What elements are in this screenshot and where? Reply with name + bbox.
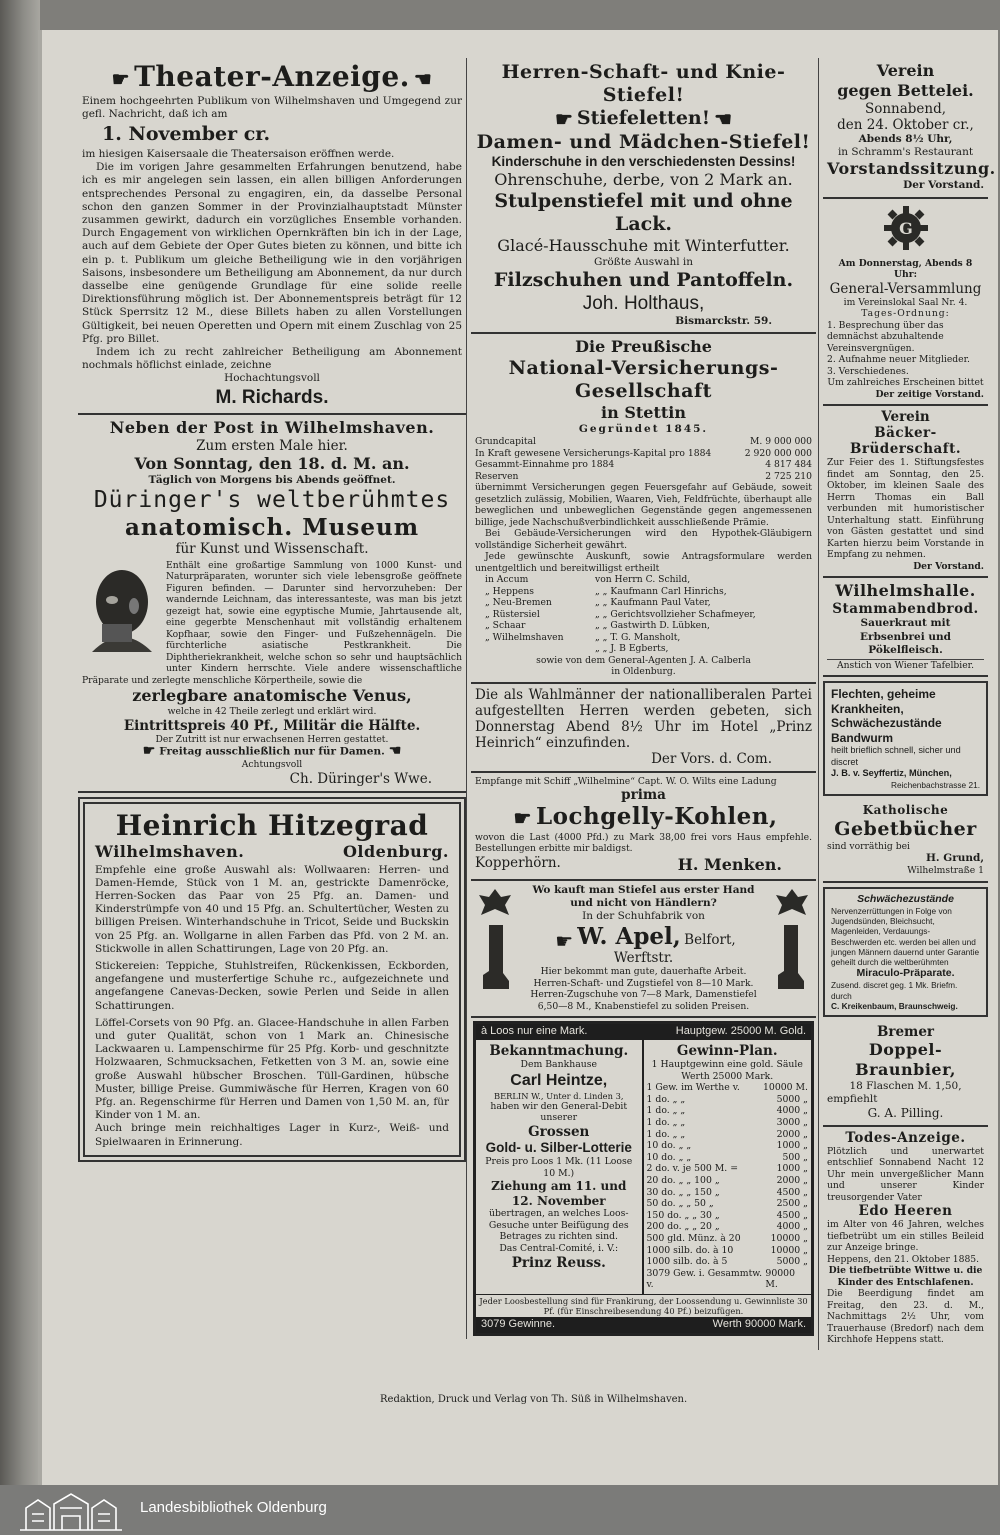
prize-row: 1 do. „ „ 4000 „ xyxy=(646,1105,808,1117)
agent-row: „ Rüstersiel „ „ Gerichtsvollzieher Schafmeyer, xyxy=(485,608,756,620)
lottery-head-right: Hauptgew. 25000 M. Gold. xyxy=(675,1025,806,1038)
prize-row: 1000 silb. do. à 10 10000 „ xyxy=(646,1244,808,1256)
apel-question: Wo kauft man Stiefel aus erster Hand und nicht von Händlern? xyxy=(532,883,755,909)
flechten-l2: Bandwurm xyxy=(831,730,894,745)
holthaus-ad xyxy=(471,58,816,334)
vers-body2: Bei Gebäude-Versicherungen wird den Hypothek-Gläubigern vollständige Sicherheit gewährt. xyxy=(475,528,812,551)
prize-row: 50 do. „ „ 50 „ 2500 „ xyxy=(646,1198,808,1210)
imprint-line: Redaktion, Druck und Verlag von Th. Süß in Wilhelmshaven. xyxy=(380,1394,688,1405)
prize-row: 1000 silb. do. à 5 5000 „ xyxy=(646,1256,808,1268)
lottery-bankname: Carl Heintze, xyxy=(510,1071,608,1089)
hitzegrad-body: Empfehle eine große Auswahl als: Wollwaaren: Herren- und Damen-Hemde, Stück von 1 M. an, gestrickte Damenröcke, Herren-Socken das Paar von 25 Pfg. an. Damen- und Kinderstrümpfe von 40 und 15 Pfg. an. Schultertücher, Westen zu billigen Preisen. Winterhandschuhe in Tricot, Seide und Buckskin von 25 Pfg. an. Wollgarne in allen Farben das Pfd. von 2 M. an. Stickwolle in allen Schattirungen, Lage von 20 Pfg. an. xyxy=(95,863,449,955)
theater-ad xyxy=(78,58,466,415)
gversamm-item: 1. Besprechung über das demnächst abzuhaltende Vereinsvergnügen. xyxy=(827,319,944,354)
vers-row: Gesammt-Einnahme pro 1884 4 817 484 xyxy=(475,459,812,471)
boot-left-icon xyxy=(481,925,511,991)
pointing-hand-icon: ☚ xyxy=(388,743,402,760)
gear-logo-icon xyxy=(884,206,928,250)
todes-name: Edo Heeren xyxy=(858,1203,953,1220)
gversamm-sign: Der zeitige Vorstand. xyxy=(875,388,984,400)
holthaus-l7: Glacé-Hausschuhe mit Winterfutter. xyxy=(497,235,790,255)
prize-row: 3079 Gew. i. Gesammtw. v. 90000 M. xyxy=(646,1267,795,1291)
prize-row: 10 do. „ „ 1000 „ xyxy=(646,1140,808,1152)
column-middle xyxy=(466,58,816,1339)
museum-title3: für Kunst und Wissenschaft. xyxy=(175,540,369,557)
pointing-hand-icon: ☛ xyxy=(142,743,156,760)
gebet-name: H. Grund, xyxy=(926,852,984,865)
prize-row: 1 do. „ „ 3000 „ xyxy=(646,1116,808,1128)
agent-row: in Accum von Herrn C. Schild, xyxy=(485,574,691,586)
lottery-ad xyxy=(473,1021,814,1335)
menken-l1: Empfange mit Schiff „Wilhelmine“ Capt. W. O. Wilts eine Ladung xyxy=(475,775,777,787)
vers-row: Grundcapital M. 9 000 000 xyxy=(475,436,812,448)
bettelei-l5: Vorstandssitzung. xyxy=(827,159,996,179)
lottery-head-left: à Loos nur eine Mark. xyxy=(481,1025,588,1038)
gversamm-l4: Um zahlreiches Erscheinen bittet xyxy=(827,377,984,389)
vers-city: in Oldenburg. xyxy=(611,666,676,678)
bettelei-l3: Abends 8½ Uhr, xyxy=(858,133,953,145)
lottery-foot-left: 3079 Gewinne. xyxy=(481,1318,555,1331)
holthaus-l3: Damen- und Mädchen-Stiefel! xyxy=(476,130,811,153)
prize-row: 2 do. v. je 500 M. = 1000 „ xyxy=(646,1163,808,1175)
theater-line2: im hiesigen Kaisersaale die Theatersaison eröffnen werde. xyxy=(82,147,395,160)
theater-body: Die im vorigen Jahre gesammelten Erfahrungen benutzend, habe ich es mir angelegen sein lassen, ein allen billigen Anforderungen entsprechendes Personal zu engagiren, ein, da dasselbe Personal schon den ganzen Sommer in der Provinzialhauptstadt Münster zusammen gewirkt, dadurch ein vorzügliches Ensemble vorhanden. Durch Engagement von wirklichen Opernkräften bin ich in der Lage, auch auf dem Gebiete der Oper Gutes bieten zu können, und bitte ich ein p. t. Publikum um gleiche Betheiligung wie in den vorjährigen Saisons, insbesondere um Betheiligung am Abonnement, da nur durch dasselbe eine genügende Grundlage für eine solide reelle Direktionsführung möglich ist. Der Abonnementspreis beträgt für 12 Stück Sperrsitz 12 M., diese Billets haben zu allen Vorstellungen Gültigkeit, bei neuen Operetten und Opern mit einem Zuschlag von 25 Pfg. pro Billet. xyxy=(82,161,462,345)
museum-regards: Achtungsvoll xyxy=(241,759,303,771)
lottery-bek: Bekanntmachung. xyxy=(489,1043,629,1060)
pointing-hand-icon: ☛ xyxy=(555,928,574,953)
prize-row: 1 do. „ „ 2000 „ xyxy=(646,1128,808,1140)
agent-row: „ Heppens „ „ Kaufmann Carl Hinrichs, xyxy=(485,585,727,597)
museum-ad xyxy=(78,415,466,793)
theater-intro: Einem hochgeehrten Publikum von Wilhelmshaven und Umgegend zur gefl. Nachricht, daß ich am xyxy=(82,94,462,120)
apel-name: W. Apel, xyxy=(577,923,681,951)
prize-row: 150 do. „ „ 30 „ 4500 „ xyxy=(646,1209,808,1221)
halle-t4: Anstich von Wiener Tafelbier. xyxy=(827,659,984,672)
schwaeche-title: Schwächezustände xyxy=(857,892,954,905)
theater-name: M. Richards. xyxy=(215,386,329,408)
hitzegrad-body3: Löffel-Corsets von 90 Pfg. an. Glacee-Handschuhe in allen Farben und guter Qualität, schon von 1 Mark an. Chinesische Lackwaaren u. Lampenschirme für 25 Pfg. Korb- und geschnitzte Holzwaaren, Schmucksachen, Fetketten von 3 M. an, sowie eine große Auswahl hübscher Broschen. Tüll-Gardinen, hübsche Muster, billige Preise. Gummiwäsche für Herren, Kragen von 60 Pfg. an. Regenschirme für Herren und Damen von 1,50 M. an, für Kinder von 1 M. an. xyxy=(95,1016,449,1122)
theater-date: 1. November cr. xyxy=(102,122,271,145)
prize-row: 20 do. „ „ 100 „ 2000 „ xyxy=(646,1174,808,1186)
flechten-l1: Flechten, geheime Krankheiten, Schwächezustände xyxy=(831,687,942,731)
menken-title: Lochgelly-Kohlen, xyxy=(535,803,778,831)
agent-row: „ „ J. B Egberts, xyxy=(595,643,669,655)
todes-body3: Die Beerdigung findet am Freitag, den 23. d. M., Nachmittags 2½ Uhr, vom Trauerhause (Bredorf) nach dem Kirchhofe Heppens statt. xyxy=(827,1288,984,1346)
gebet-t1: Katholische xyxy=(862,803,949,818)
gversamm-ad xyxy=(823,199,988,407)
lottery-plan-title: Gewinn-Plan. xyxy=(676,1043,778,1060)
versicherung-ad xyxy=(471,334,816,684)
holthaus-l4: Kinderschuhe in den verschiedensten Dessins! xyxy=(491,153,796,169)
pilling-ad xyxy=(823,1021,988,1127)
baecker-body: Zur Feier des 1. Stiftungsfestes findet am Sonntag, den 25. Oktober, im kleinen Saale des Herrn Thomas ein Ball verbunden mit humoristischer Unterhaltung statt. Einführung von Gästen gestattet und sind Karten hierzu beim Vorstande in Empfang zu nehmen. xyxy=(827,457,984,561)
holthaus-l1: Herren-Schaft- und Knie-Stiefel! xyxy=(501,61,786,106)
todes-sign: Die tiefbetrübte Wittwe u. die Kinder des Entschlafenen. xyxy=(828,1265,983,1288)
gversamm-l2: im Vereinslokal Saal Nr. 4. xyxy=(843,296,968,308)
pointing-hand-icon: ☚ xyxy=(714,106,733,131)
museum-daily: Täglich von Morgens bis Abends geöffnet. xyxy=(148,473,396,486)
holthaus-name: Joh. Holthaus, xyxy=(582,292,705,314)
schwaeche-ad xyxy=(823,887,988,1017)
schwaeche-firm: C. Kreikenbaum, Braunschweig. xyxy=(831,1000,958,1011)
lottery-prinz: Prinz Reuss. xyxy=(511,1254,606,1271)
menken-name: H. Menken. xyxy=(677,854,782,874)
wilhelmshalle-ad xyxy=(823,578,988,677)
hitzegrad-body2: Stickereien: Teppiche, Stuhlstreifen, Rückenkissen, Eckborden, angefangene und musterfertige Schuhe rc., aufgezeichnete und angefangene Canevas-Decken, sowie Perlen und Seide in allen Schattirungen. xyxy=(95,960,449,1012)
holthaus-l2: Stiefeletten! xyxy=(576,107,711,129)
lottery-bank: Dem Bankhause xyxy=(520,1059,597,1071)
museum-venus: zerlegbare anatomische Venus, xyxy=(132,686,412,706)
museum-title2: anatomisch. Museum xyxy=(124,513,420,541)
bettelei-l4: in Schramm's Restaurant xyxy=(837,146,974,159)
vers-general: sowie von dem General-Agenten J. A. Calberla xyxy=(536,654,751,666)
gebet-t2: Gebetbücher xyxy=(834,817,977,840)
todes-ad xyxy=(823,1127,988,1350)
gebet-l1: sind vorräthig bei xyxy=(827,840,910,852)
halle-t3: Sauerkraut mit Erbsenbrei und Pökelfleisch. xyxy=(860,617,951,656)
library-footer xyxy=(0,1485,1000,1535)
apel-in: In der Schuhfabrik von xyxy=(582,910,705,923)
bettelei-t1: Verein xyxy=(876,61,935,80)
page-edge xyxy=(0,0,40,1485)
vers-t2: National-Versicherungs-Gesellschaft xyxy=(508,356,779,402)
eagle-right-icon xyxy=(774,885,810,921)
lottery-bankaddr: BERLIN W., Unter d. Linden 3, xyxy=(494,1090,624,1101)
holthaus-l5: Ohrenschuhe, derbe, von 2 Mark an. xyxy=(494,169,793,189)
boot-right-icon xyxy=(776,925,806,991)
apel-addr: Belfort, Werftstr. xyxy=(613,932,736,967)
prize-row: 200 do. „ „ 20 „ 4000 „ xyxy=(646,1221,808,1233)
museum-head: Neben der Post in Wilhelmshaven. xyxy=(109,417,435,437)
lottery-foot-right: Werth 90000 Mark. xyxy=(712,1318,806,1331)
schwaeche-body: Nervenzerrüttungen in Folge von Jugendsünden, Bleichsucht, Magenleiden, Verdauungs-Beschwerden etc. werden bei allen und jungen Männern dauernd unter Garantie geheilt durch die weltberühmten xyxy=(831,906,980,968)
vers-t3: in Stettin xyxy=(601,402,686,422)
apel-ad xyxy=(471,881,816,1019)
bettelei-l2: den 24. Oktober cr., xyxy=(837,117,974,133)
menken-body: wovon die Last (4000 Pfd.) zu Mark 38,00 frei vors Haus empfehle. Bestellungen erbitte mir baldigst. xyxy=(475,831,812,855)
theater-title: Theater-Anzeige. xyxy=(134,60,410,93)
baecker-t2: Bäcker-Brüderschaft. xyxy=(849,425,962,458)
prize-row: 10 do. „ „ 500 „ xyxy=(646,1151,808,1163)
gversamm-item: 3. Verschiedenes. xyxy=(827,365,909,377)
bettelei-t2: gegen Bettelei. xyxy=(837,81,974,100)
hitzegrad-city2: Oldenburg. xyxy=(342,841,449,861)
museum-venus2: welche in 42 Theile zerlegt und erklärt wird. xyxy=(167,706,377,718)
pointing-hand-icon: ☛ xyxy=(111,66,131,91)
lottery-debit: haben wir den General-Debit unserer xyxy=(490,1100,628,1124)
menken-place: Kopperhörn. xyxy=(475,854,561,871)
menken-prima: prima xyxy=(621,787,666,804)
museum-adult: Der Zutritt ist nur erwachsenen Herren gestattet. xyxy=(155,733,389,745)
baecker-t1: Verein xyxy=(881,409,930,426)
bettelei-ad xyxy=(823,58,996,199)
vers-row: Reserven 2 725 210 xyxy=(475,470,812,482)
schwaeche-prod: Miraculo-Präparate. xyxy=(856,967,955,980)
bettelei-l1: Sonnabend, xyxy=(864,101,947,117)
agent-row: „ Wilhelmshaven „ „ T. G. Mansholt, xyxy=(485,631,681,643)
baecker-sign: Der Vorstand. xyxy=(913,560,984,572)
menken-ad xyxy=(471,773,816,881)
prize-row: 500 gld. Münz. à 20 10000 „ xyxy=(646,1232,808,1244)
pilling-l2: empfiehlt xyxy=(827,1093,878,1106)
flechten-l4: J. B. v. Seyffertiz, München, xyxy=(831,768,952,779)
gebet-ad xyxy=(823,800,988,883)
lottery-comite: Das Central-Comité, i. V.: xyxy=(499,1242,619,1254)
agent-row: „ Schaar „ „ Gastwirth D. Lübken, xyxy=(485,620,710,632)
vers-row: In Kraft gewesene Versicherungs-Kapital pro 1884 2 920 000 000 xyxy=(475,447,812,459)
museum-entry: Eintrittspreis 40 Pf., Militär die Hälfte. xyxy=(123,717,421,734)
holthaus-l8: Größte Auswahl in xyxy=(593,255,694,268)
vers-figures xyxy=(475,436,812,482)
column-right xyxy=(818,58,996,1350)
lottery-gross: Grossen xyxy=(528,1124,590,1140)
museum-title1: Düringer's weltberühmtes xyxy=(93,486,451,513)
flechten-ad xyxy=(823,681,988,796)
theater-closing: Indem ich zu recht zahlreicher Betheiligung am Abonnement nochmals höflichst einlade, zeichne xyxy=(82,345,462,372)
flechten-l3: heilt brieflich schnell, sicher und discret xyxy=(831,745,961,767)
wahl-sign: Der Vors. d. Com. xyxy=(651,750,772,767)
pointing-hand-icon: ☚ xyxy=(413,66,433,91)
gversamm-l3: Tages-Ordnung: xyxy=(861,308,950,320)
flechten-l5: Reichenbachstrasse 21. xyxy=(890,779,980,790)
wahl-ad xyxy=(471,684,816,773)
halle-t2: Stammabendbrod. xyxy=(832,601,979,618)
museum-from: Von Sonntag, den 18. d. M. an. xyxy=(134,453,410,473)
lottery-plan xyxy=(644,1040,812,1294)
hitzegrad-body4: Auch bringe mein reichhaltiges Lager in Kurz-, Weiß- und Spielwaaren in Erinnerung. xyxy=(95,1122,449,1148)
library-building-icon xyxy=(16,1490,126,1532)
lottery-ziehung2: übertragen, an welches Loos-Gesuche unter Beifügung des Betrages zu richten sind. xyxy=(488,1208,629,1243)
apel-body: Hier bekommt man gute, dauerhafte Arbeit. Herren-Schaft- und Zugstiefel von 8—10 Mark. Herren-Zugschuhe von 7—8 Mark, Damenstiefel 6,50—8 M., Knabenstiefel zu soliden Preisen. xyxy=(530,966,757,1012)
prize-row: 1 Gew. im Werthe v. 10000 M. xyxy=(646,1082,808,1094)
library-name: Landesbibliothek Oldenburg xyxy=(140,1499,327,1516)
hitzegrad-city1: Wilhelmshaven. xyxy=(95,841,245,861)
lottery-plan-sub: 1 Hauptgewinn eine gold. Säule Werth 25000 Mark. xyxy=(651,1059,803,1082)
wahl-text: Die als Wahlmänner der nationalliberalen Partei aufgestellten Herren werden gebeten, sich Donnerstag Abend 8½ Uhr im Hotel „Prinz Heinrich“ einzufinden. xyxy=(475,686,812,751)
pilling-name: G. A. Pilling. xyxy=(867,1106,944,1121)
vers-body: übernimmt Versicherungen gegen Feuersgefahr auf Gebäude, soweit gesetzlich zulässig, Mobilien, Waaren, Vieh, Feldfrüchte, überhaupt alle beweglichen und unbeweglichen Gegenstände gegen angemessenen billige, jede Nachschußverbindlichkeit ausschließende Prämie. xyxy=(475,482,812,528)
gear-logo-letter: G xyxy=(898,218,913,238)
hitzegrad-name: Heinrich Hitzegrad xyxy=(115,808,429,842)
pilling-t2: Doppel-Braunbier, xyxy=(855,1040,956,1080)
agent-row: „ Neu-Bremen „ „ Kaufmann Paul Vater, xyxy=(485,597,711,609)
museum-sign: Ch. Düringer's Wwe. xyxy=(289,770,432,787)
lottery-title: Gold- u. Silber-Lotterie xyxy=(485,1140,632,1155)
todes-body2: im Alter von 46 Jahren, welches tiefbetrübt um ein stilles Beileid zur Anzeige bringe. xyxy=(827,1219,984,1254)
lottery-price: Preis pro Loos 1 Mk. (11 Loose 10 M.) xyxy=(485,1156,633,1179)
halle-t1: Wilhelmshalle. xyxy=(835,581,976,601)
gversamm-title: General-Versammlung xyxy=(829,280,982,297)
museum-body: Enthält eine großartige Sammlung von 1000 Kunst- und Naturpräparaten, worunter sich viele lebensgroße geöffnete Figuren befinden. — Darunter sind hervorzuheben: Der wandernde Leichnam, das interessanteste, was man bis jetzt gezeigt hat, sowie eine egyptische Mumie, Jahrtausende alt, eine gegerbte Menschenhaut mit vollständig erhaltenem Kopfhaar, sowie den Finger- und Fußzehennägeln. Die fürchterliche asiatische Pestkrankheit. Die Diphtheriekrankheit, welche schon so sehr und hauptsächlich unter Kindern herrschte. Viele andere wissenschaftliche Präparate und zerlegte menschliche Körpertheile, sowie die xyxy=(82,559,462,686)
eagle-left-icon xyxy=(477,885,513,921)
pointing-hand-icon: ☛ xyxy=(554,106,573,131)
todes-body: Plötzlich und unerwartet entschlief Sonnabend Nacht 12 Uhr mein unvergeßlicher Mann und unserer Kinder treusorgender Vater xyxy=(827,1145,984,1203)
todes-date: Heppens, den 21. Oktober 1885. xyxy=(827,1253,980,1265)
hitzegrad-ad xyxy=(78,797,466,1162)
lottery-note: Jeder Loosbestellung sind für Frankirung, der Loossendung u. Gewinnliste 30 Pf. (für Einschreibesendung 40 Pf.) beizufügen. xyxy=(476,1294,811,1317)
vers-body3: Jede gewünschte Auskunft, sowie Antragsformulare werden unentgeltlich und bereitwilligst ertheilt xyxy=(475,551,812,574)
holthaus-l9: Filzschuhen und Pantoffeln. xyxy=(493,268,794,291)
holthaus-l6: Stulpenstiefel mit und ohne Lack. xyxy=(494,189,793,235)
lottery-ziehung: Ziehung am 11. und 12. November xyxy=(491,1179,627,1208)
holthaus-addr: Bismarckstr. 59. xyxy=(675,314,772,327)
vers-t4: Gegründet 1845. xyxy=(578,422,709,435)
pilling-l1: 18 Flaschen M. 1,50, xyxy=(849,1080,962,1093)
prize-row: 1 do. „ „ 5000 „ xyxy=(646,1093,808,1105)
pointing-hand-icon: ☛ xyxy=(513,805,532,830)
gversamm-item: 2. Aufnahme neuer Mitglieder. xyxy=(827,354,970,366)
museum-friday: Freitag ausschließlich nur für Damen. xyxy=(159,745,385,758)
vers-t1: Die Preußische xyxy=(575,336,712,356)
vers-agents xyxy=(475,574,812,655)
prize-row: 30 do. „ „ 150 „ 4500 „ xyxy=(646,1186,808,1198)
schwaeche-body2: Zusend. discret geg. 1 Mk. Briefm. durch xyxy=(831,980,958,1001)
gebet-addr: Wilhelmstraße 1 xyxy=(907,865,984,877)
column-left xyxy=(78,58,466,1166)
baecker-ad xyxy=(823,406,988,578)
lottery-left xyxy=(476,1040,644,1294)
bettelei-sign: Der Vorstand. xyxy=(903,179,984,192)
todes-title: Todes-Anzeige. xyxy=(845,1129,966,1146)
anatomical-figure-image xyxy=(82,562,160,662)
museum-first: Zum ersten Male hier. xyxy=(196,437,348,454)
pilling-t1: Bremer xyxy=(876,1024,935,1041)
gversamm-l1: Am Donnerstag, Abends 8 Uhr: xyxy=(838,257,973,281)
theater-regards: Hochachtungsvoll xyxy=(224,372,320,385)
